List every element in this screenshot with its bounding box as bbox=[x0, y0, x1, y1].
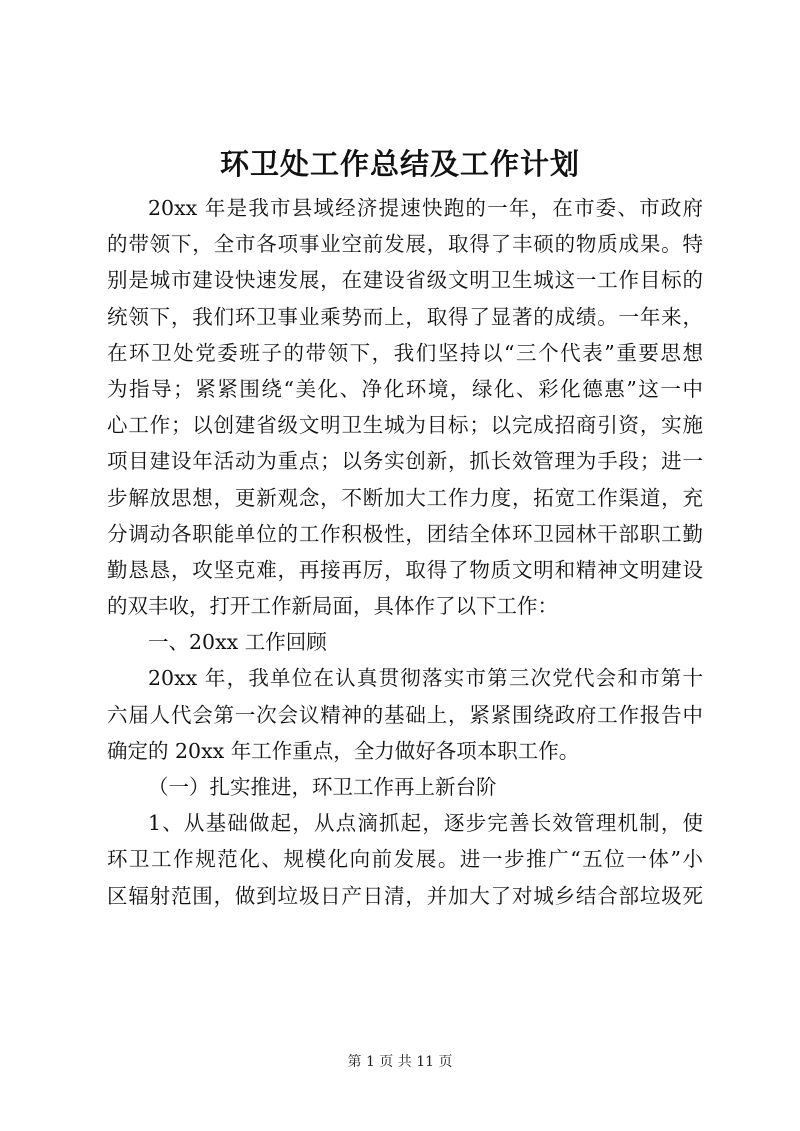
body-line: 的双丰收，打开工作新局面，具体作了以下工作： bbox=[107, 594, 558, 619]
body-line: 区辐射范围，做到垃圾日产日清，并加大了对城乡结合部垃圾死 bbox=[107, 883, 703, 908]
body-line: 环卫工作规范化、规模化向前发展。进一步推广“五位一体”小 bbox=[107, 847, 703, 872]
body-line: 别是城市建设快速发展，在建设省级文明卫生城这一工作目标的 bbox=[107, 268, 703, 293]
body-line: 统领下，我们环卫事业乘势而上，取得了显著的成绩。一年来， bbox=[107, 304, 703, 329]
body-line: 六届人代会第一次会议精神的基础上，紧紧围绕政府工作报告中 bbox=[107, 702, 703, 727]
body-line: 在环卫处党委班子的带领下，我们坚持以“三个代表”重要思想 bbox=[107, 340, 703, 365]
body-line: 一、20xx 工作回顾 bbox=[148, 630, 327, 655]
body-line: 分调动各职能单位的工作积极性，团结全体环卫园林干部职工勤 bbox=[107, 521, 703, 546]
document-body bbox=[107, 190, 703, 914]
body-line: 勤恳恳，攻坚克难，再接再厉，取得了物质文明和精神文明建设 bbox=[107, 557, 703, 582]
body-line: 项目建设年活动为重点；以务实创新，抓长效管理为手段；进一 bbox=[107, 449, 703, 474]
body-line: 心工作；以创建省级文明卫生城为目标；以完成招商引资，实施 bbox=[107, 413, 703, 438]
body-line: 确定的 20xx 年工作重点，全力做好各项本职工作。 bbox=[107, 738, 580, 763]
body-line: 的带领下，全市各项事业空前发展，取得了丰硕的物质成果。特 bbox=[107, 232, 703, 257]
page-footer: 第 1 页 共 11 页 bbox=[347, 1054, 453, 1070]
body-line: 步解放思想，更新观念，不断加大工作力度，拓宽工作渠道，充 bbox=[107, 485, 703, 510]
body-line: 20xx 年是我市县域经济提速快跑的一年，在市委、市政府 bbox=[148, 196, 703, 220]
document-title: 环卫处工作总结及工作计划 bbox=[219, 147, 580, 181]
body-line: （一）扎实推进，环卫工作再上新台阶 bbox=[148, 775, 497, 799]
body-line: 20xx 年，我单位在认真贯彻落实市第三次党代会和市第十 bbox=[148, 666, 703, 691]
body-line: 1、从基础做起，从点滴抓起，逐步完善长效管理机制，使 bbox=[148, 811, 703, 836]
body-line: 为指导；紧紧围绕“美化、净化环境，绿化、彩化德惠”这一中 bbox=[107, 376, 703, 401]
